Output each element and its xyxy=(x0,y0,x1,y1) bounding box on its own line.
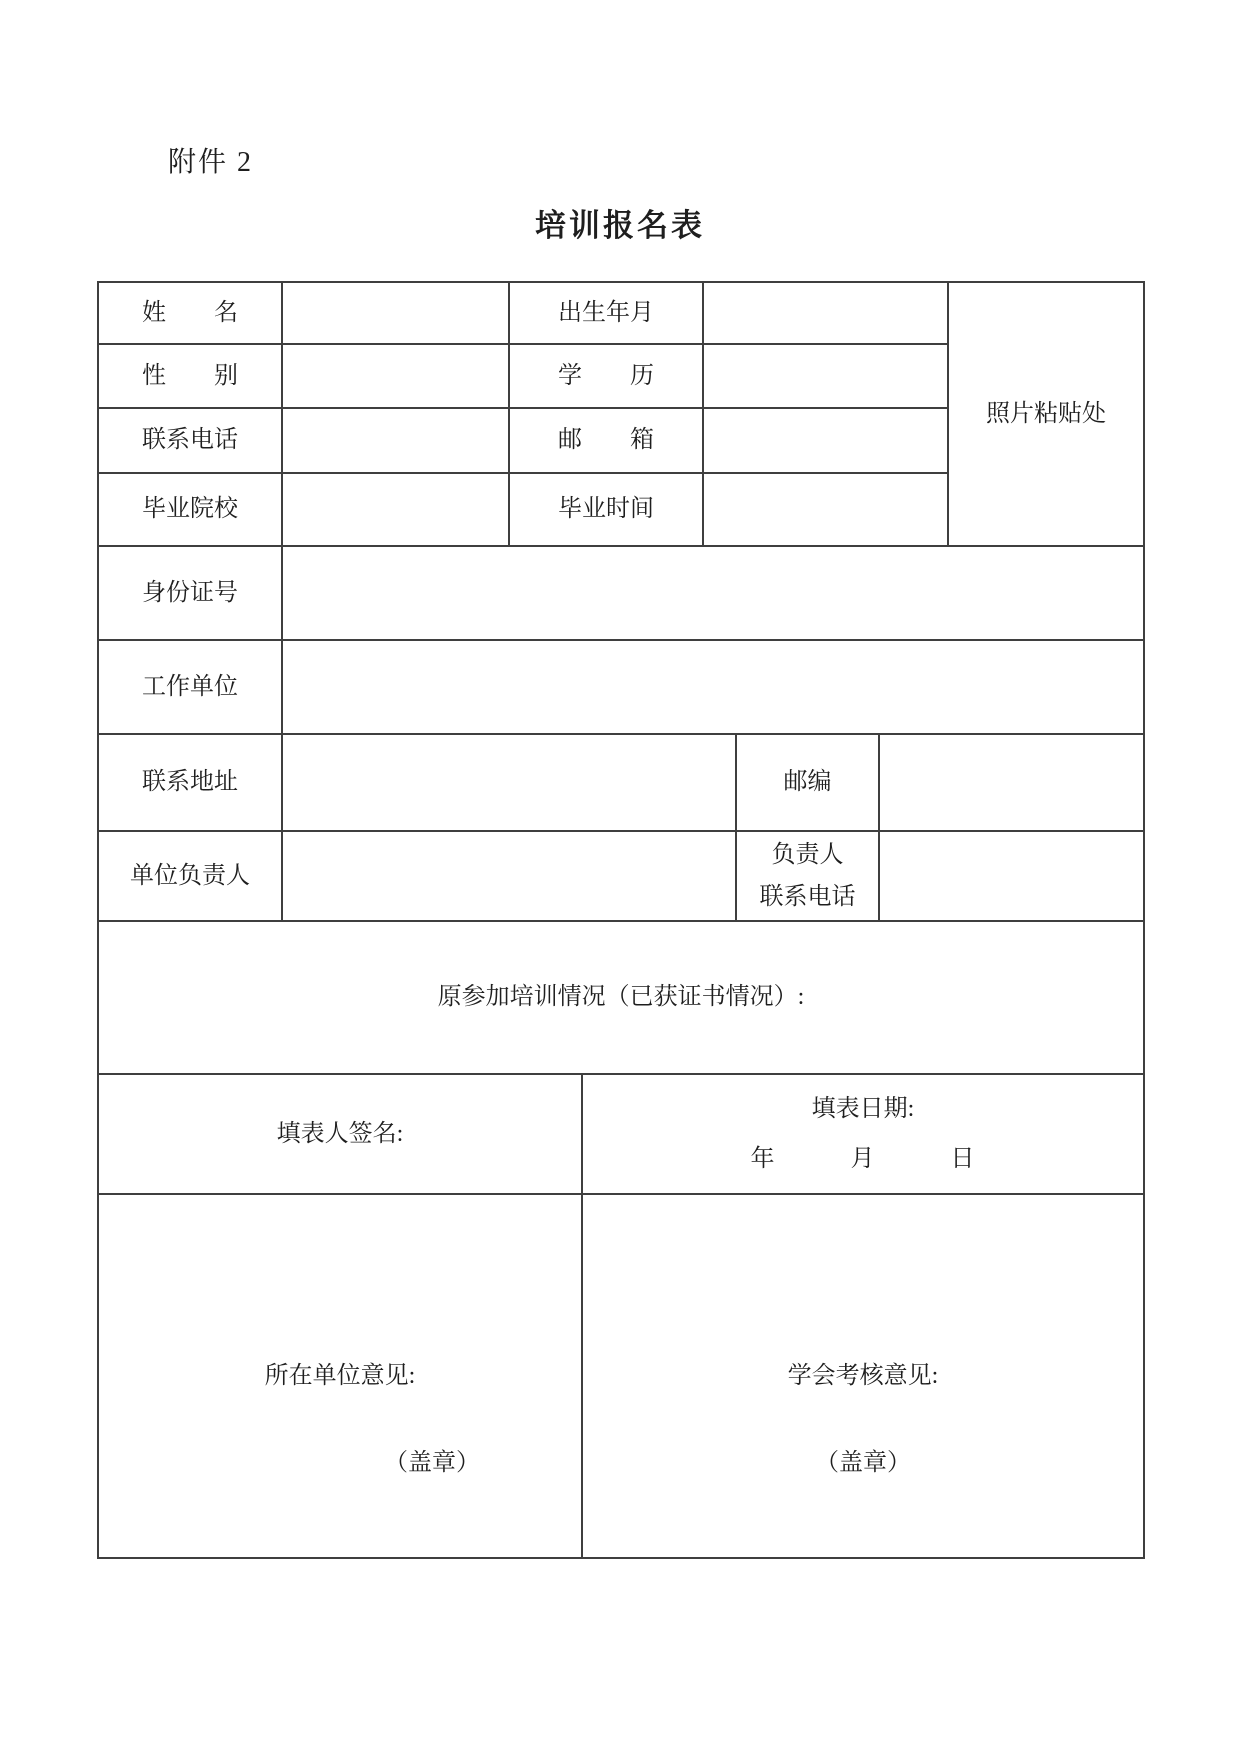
head-phone-label-line2: 联系电话 xyxy=(759,884,856,910)
prior-training-label: 原参加培训情况（已获证书情况）: xyxy=(437,984,805,1011)
table-row xyxy=(98,1194,1144,1558)
table-row xyxy=(98,831,1144,921)
contact-address-label: 联系地址 xyxy=(98,734,282,831)
postal-code-label: 邮编 xyxy=(736,734,879,831)
unit-opinion-cell[interactable] xyxy=(98,1194,582,1558)
page-title: 培训报名表 xyxy=(535,208,705,243)
id-number-label: 身份证号 xyxy=(98,546,282,640)
photo-paste-area[interactable]: 照片粘贴处 xyxy=(948,282,1144,546)
birth-date-input-cell[interactable] xyxy=(703,282,948,344)
unit-opinion-label: 所在单位意见: xyxy=(264,1362,416,1389)
name-label: 姓 名 xyxy=(98,282,282,344)
contact-phone-input-cell[interactable] xyxy=(282,408,509,473)
prior-training-section-cell[interactable] xyxy=(98,921,1144,1074)
work-unit-input-cell[interactable] xyxy=(282,640,1144,734)
email-label: 邮 箱 xyxy=(509,408,703,473)
society-review-cell[interactable] xyxy=(582,1194,1144,1558)
contact-phone-label: 联系电话 xyxy=(98,408,282,473)
table-row xyxy=(98,921,1144,1074)
contact-address-input-cell[interactable] xyxy=(282,734,736,831)
head-phone-input-cell[interactable] xyxy=(879,831,1144,921)
graduation-school-input-cell[interactable] xyxy=(282,473,509,546)
graduation-time-label: 毕业时间 xyxy=(509,473,703,546)
table-row xyxy=(98,546,1144,640)
head-phone-label xyxy=(736,831,879,921)
email-input-cell[interactable] xyxy=(703,408,948,473)
head-phone-label-line1: 负责人 xyxy=(771,842,844,868)
applicant-signature-cell[interactable] xyxy=(98,1074,582,1194)
education-input-cell[interactable] xyxy=(703,344,948,408)
work-unit-label: 工作单位 xyxy=(98,640,282,734)
table-row xyxy=(98,1074,1144,1194)
graduation-school-label: 毕业院校 xyxy=(98,473,282,546)
name-input-cell[interactable] xyxy=(282,282,509,344)
society-review-label: 学会考核意见: xyxy=(787,1362,939,1389)
gender-input-cell[interactable] xyxy=(282,344,509,408)
graduation-time-input-cell[interactable] xyxy=(703,473,948,546)
table-row xyxy=(98,282,1144,344)
society-seal-placeholder: （盖章） xyxy=(815,1450,912,1476)
birth-date-label: 出生年月 xyxy=(509,282,703,344)
table-row xyxy=(98,640,1144,734)
year-month-day-line: 年 月 日 xyxy=(750,1146,976,1172)
unit-seal-placeholder: （盖章） xyxy=(384,1450,480,1476)
registration-form-table xyxy=(97,281,1145,1559)
attachment-label: 附件 2 xyxy=(168,147,254,178)
education-label: 学 历 xyxy=(509,344,703,408)
gender-label: 性 别 xyxy=(98,344,282,408)
fill-date-cell[interactable] xyxy=(582,1074,1144,1194)
id-number-input-cell[interactable] xyxy=(282,546,1144,640)
postal-code-input-cell[interactable] xyxy=(879,734,1144,831)
applicant-signature-label: 填表人签名: xyxy=(276,1120,404,1147)
unit-head-label: 单位负责人 xyxy=(98,831,282,921)
unit-head-input-cell[interactable] xyxy=(282,831,736,921)
table-row xyxy=(98,734,1144,831)
fill-date-label: 填表日期: xyxy=(811,1095,915,1122)
